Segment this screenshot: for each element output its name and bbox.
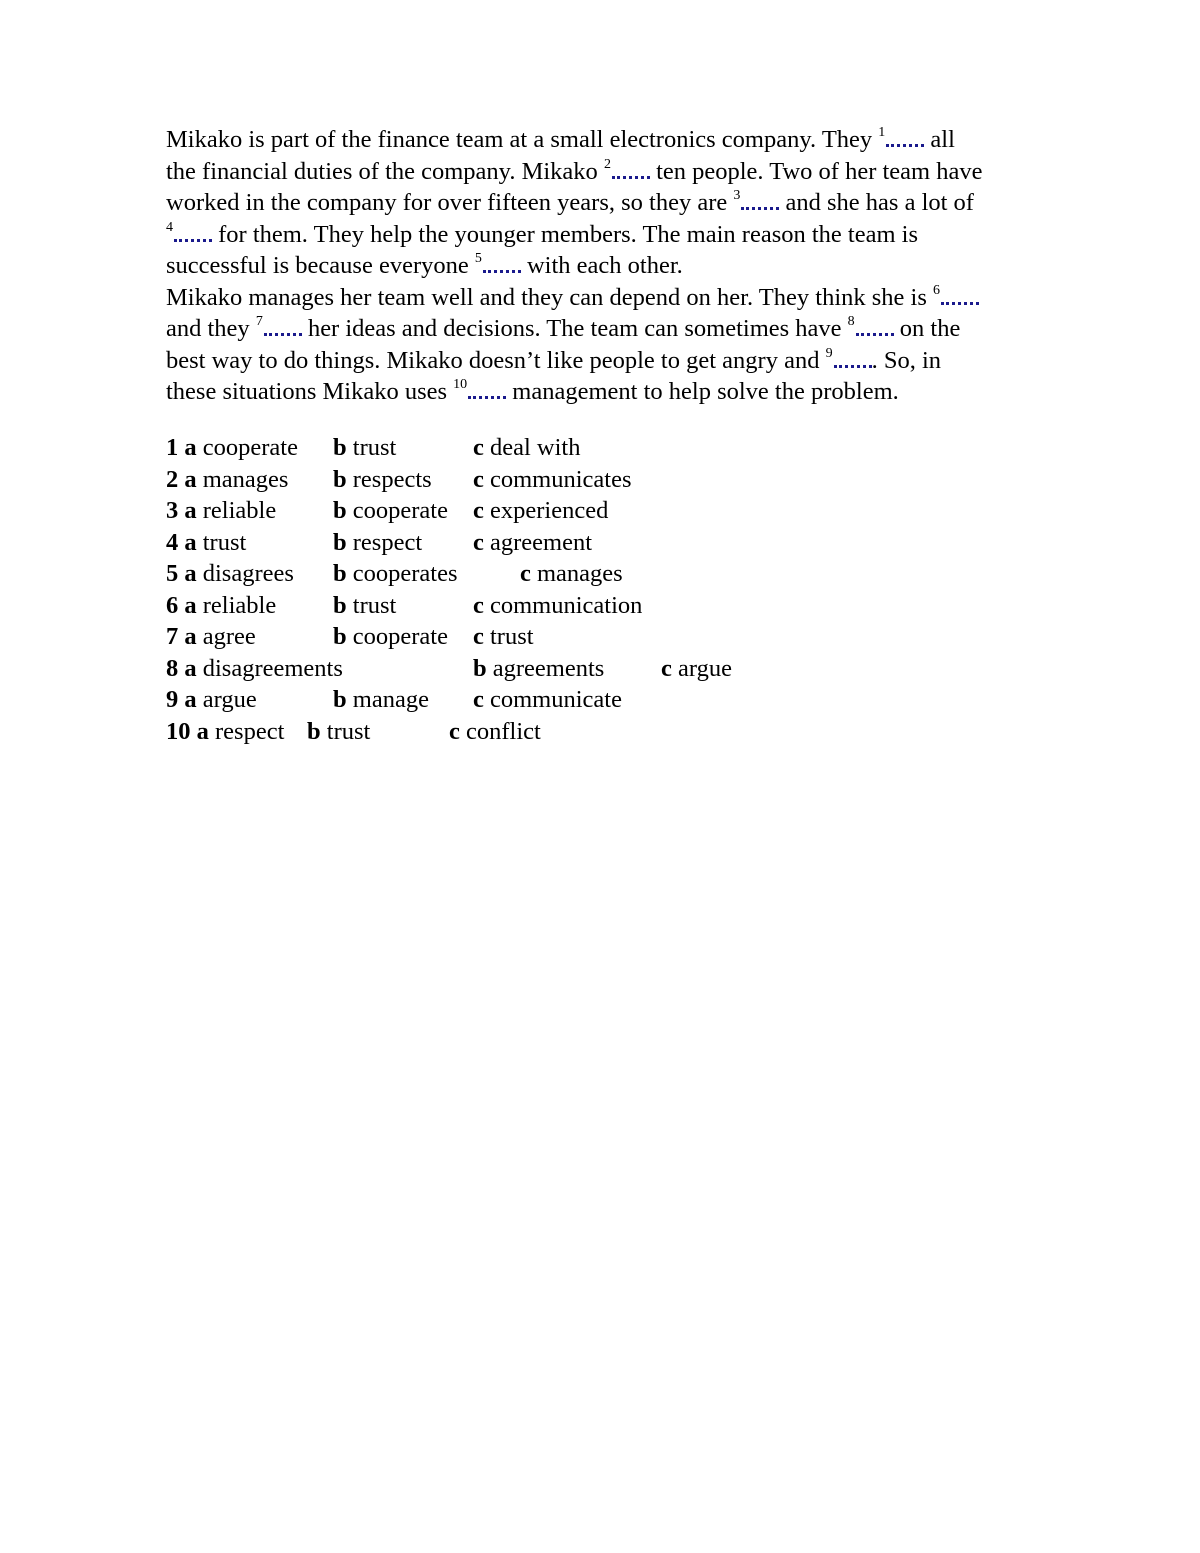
option-8-c[interactable] bbox=[661, 653, 732, 685]
option-7-b[interactable] bbox=[333, 621, 448, 653]
gap-5[interactable] bbox=[475, 252, 521, 279]
passage-text: Mikako is part of the finance team at a small electronics company. They bbox=[166, 126, 879, 153]
gap-8[interactable] bbox=[848, 315, 894, 342]
gap-4[interactable] bbox=[166, 221, 212, 248]
option-letter: a bbox=[184, 591, 197, 619]
passage-text: for them. They help the younger members. The main reason the team is bbox=[212, 220, 918, 248]
answer-options bbox=[166, 432, 866, 747]
option-letter: b bbox=[333, 465, 347, 493]
option-word: agreements bbox=[492, 654, 605, 682]
option-word: trust bbox=[202, 528, 247, 556]
blank-line[interactable] bbox=[468, 392, 506, 399]
passage-text: the financial duties of the company. Mikako bbox=[166, 157, 604, 185]
option-letter: c bbox=[473, 686, 484, 713]
option-word: reliable bbox=[202, 591, 277, 619]
passage-text: and they bbox=[166, 315, 256, 342]
option-5-a[interactable] bbox=[166, 558, 294, 590]
option-letter: c bbox=[520, 560, 531, 587]
option-row-4 bbox=[166, 527, 866, 559]
blank-line[interactable] bbox=[174, 235, 212, 242]
gap-number: 2 bbox=[603, 156, 611, 172]
option-5-b[interactable] bbox=[333, 558, 458, 590]
passage-text: on the bbox=[893, 315, 961, 342]
option-word: cooperate bbox=[202, 434, 298, 461]
option-10-b[interactable] bbox=[307, 716, 370, 748]
option-7-a[interactable] bbox=[166, 621, 256, 653]
passage-line bbox=[166, 124, 1106, 156]
passage-text: . So, in bbox=[871, 346, 942, 374]
blank-line[interactable] bbox=[612, 172, 650, 179]
option-word: reliable bbox=[202, 497, 277, 524]
option-word: experienced bbox=[490, 497, 609, 524]
gap-2[interactable] bbox=[604, 158, 650, 185]
option-letter: c bbox=[473, 528, 484, 556]
passage-text: these situations Mikako uses bbox=[166, 378, 454, 405]
question-number: 1 bbox=[166, 434, 179, 461]
option-letter: a bbox=[196, 717, 209, 745]
option-word: trust bbox=[326, 717, 371, 745]
option-word: manages bbox=[537, 560, 623, 587]
question-number: 10 bbox=[166, 717, 191, 745]
option-4-c[interactable] bbox=[473, 527, 592, 559]
option-word: trust bbox=[490, 623, 534, 650]
option-word: agreement bbox=[490, 528, 593, 556]
passage-text: her ideas and decisions. The team can sometimes have bbox=[301, 315, 848, 342]
option-word: communication bbox=[490, 591, 643, 619]
option-word: respect bbox=[215, 717, 285, 745]
passage-text: worked in the company for over fifteen years, so they are bbox=[166, 189, 734, 216]
passage-line bbox=[166, 282, 1106, 314]
gap-number: 1 bbox=[878, 125, 886, 140]
option-10-a[interactable] bbox=[166, 716, 284, 748]
passage-line bbox=[166, 250, 1106, 282]
option-row-3 bbox=[166, 495, 866, 527]
option-word: manages bbox=[202, 465, 289, 493]
option-9-a[interactable] bbox=[166, 684, 257, 716]
blank-line[interactable] bbox=[483, 266, 521, 273]
blank-line[interactable] bbox=[886, 140, 924, 147]
option-word: respect bbox=[352, 528, 423, 556]
gap-number: 10 bbox=[453, 377, 468, 392]
passage bbox=[166, 124, 1106, 408]
option-6-c[interactable] bbox=[473, 590, 642, 622]
option-letter: a bbox=[184, 465, 197, 493]
option-letter: b bbox=[333, 497, 347, 524]
option-letter: b bbox=[333, 591, 347, 619]
option-1-a[interactable] bbox=[166, 432, 298, 464]
question-number: 6 bbox=[166, 591, 179, 619]
blank-line[interactable] bbox=[834, 361, 872, 368]
option-word: deal with bbox=[490, 434, 581, 461]
blank-line[interactable] bbox=[856, 329, 894, 336]
option-3-c[interactable] bbox=[473, 495, 608, 527]
option-row-8 bbox=[166, 653, 866, 685]
gap-number: 7 bbox=[255, 314, 263, 329]
gap-number: 5 bbox=[474, 251, 482, 266]
question-number: 7 bbox=[166, 623, 179, 650]
passage-text: Mikako manages her team well and they can depend on her. They think she is bbox=[166, 283, 934, 311]
option-10-c[interactable] bbox=[449, 716, 541, 748]
option-2-a[interactable] bbox=[166, 464, 288, 496]
option-letter: c bbox=[661, 654, 672, 682]
option-letter: b bbox=[333, 434, 347, 461]
passage-text: with each other. bbox=[520, 252, 683, 279]
option-row-6 bbox=[166, 590, 866, 622]
option-letter: c bbox=[473, 434, 484, 461]
option-letter: a bbox=[184, 623, 197, 650]
option-row-2 bbox=[166, 464, 866, 496]
option-2-c[interactable] bbox=[473, 464, 632, 496]
gap-number: 3 bbox=[733, 188, 741, 203]
gap-6[interactable] bbox=[933, 284, 979, 311]
option-word: cooperate bbox=[352, 623, 448, 650]
option-word: manage bbox=[352, 686, 429, 713]
option-8-a[interactable] bbox=[166, 653, 343, 685]
gap-9[interactable] bbox=[826, 347, 872, 374]
passage-line bbox=[166, 219, 1106, 251]
passage-text: ten people. Two of her team have bbox=[649, 157, 983, 185]
option-letter: b bbox=[473, 654, 487, 682]
passage-line bbox=[166, 345, 1106, 377]
gap-number: 4 bbox=[166, 219, 173, 235]
option-letter: a bbox=[184, 434, 197, 461]
option-letter: b bbox=[307, 717, 321, 745]
option-letter: b bbox=[333, 560, 347, 587]
option-9-c[interactable] bbox=[473, 684, 622, 716]
option-word: respects bbox=[352, 465, 432, 493]
passage-text: management to help solve the problem. bbox=[506, 378, 899, 405]
option-letter: c bbox=[473, 591, 484, 619]
option-letter: a bbox=[184, 560, 197, 587]
option-4-b[interactable] bbox=[333, 527, 422, 559]
option-word: communicates bbox=[490, 465, 632, 493]
option-letter: a bbox=[184, 528, 197, 556]
option-letter: a bbox=[184, 497, 197, 524]
option-3-a[interactable] bbox=[166, 495, 276, 527]
gap-number: 8 bbox=[847, 314, 855, 329]
passage-line bbox=[166, 313, 1106, 345]
gap-number: 9 bbox=[825, 345, 833, 361]
option-row-10 bbox=[166, 716, 866, 748]
option-word: cooperate bbox=[352, 497, 448, 524]
option-9-b[interactable] bbox=[333, 684, 429, 716]
gap-3[interactable] bbox=[733, 189, 779, 216]
gap-10[interactable] bbox=[453, 378, 506, 405]
option-letter: b bbox=[333, 528, 347, 556]
option-word: conflict bbox=[466, 717, 541, 745]
passage-line bbox=[166, 376, 1106, 408]
option-letter: c bbox=[473, 465, 484, 493]
option-letter: c bbox=[473, 623, 484, 650]
question-number: 3 bbox=[166, 497, 179, 524]
option-word: agree bbox=[202, 623, 256, 650]
option-word: argue bbox=[678, 654, 732, 682]
option-word: communicate bbox=[490, 686, 622, 713]
question-number: 2 bbox=[166, 465, 179, 493]
option-2-b[interactable] bbox=[333, 464, 432, 496]
option-letter: b bbox=[333, 623, 347, 650]
option-row-1 bbox=[166, 432, 866, 464]
gap-1[interactable] bbox=[878, 126, 924, 153]
option-letter: c bbox=[473, 497, 484, 524]
option-word: disagrees bbox=[202, 560, 294, 587]
option-letter: a bbox=[184, 686, 197, 713]
option-4-a[interactable] bbox=[166, 527, 246, 559]
question-number: 8 bbox=[166, 654, 179, 682]
passage-text: successful is because everyone bbox=[166, 252, 475, 279]
passage-line bbox=[166, 187, 1106, 219]
option-word: trust bbox=[352, 434, 397, 461]
option-6-a[interactable] bbox=[166, 590, 276, 622]
gap-number: 6 bbox=[933, 282, 941, 298]
option-word: argue bbox=[202, 686, 257, 713]
option-word: disagreements bbox=[202, 654, 343, 682]
option-5-c[interactable] bbox=[520, 558, 623, 590]
option-word: cooperates bbox=[352, 560, 458, 587]
blank-line[interactable] bbox=[264, 329, 302, 336]
passage-text: best way to do things. Mikako doesn’t like people to get angry and bbox=[166, 346, 826, 374]
option-row-5 bbox=[166, 558, 866, 590]
option-letter: a bbox=[184, 654, 197, 682]
option-6-b[interactable] bbox=[333, 590, 396, 622]
option-letter: b bbox=[333, 686, 347, 713]
question-number: 9 bbox=[166, 686, 179, 713]
option-1-b[interactable] bbox=[333, 432, 396, 464]
option-8-b[interactable] bbox=[473, 653, 604, 685]
option-3-b[interactable] bbox=[333, 495, 448, 527]
option-1-c[interactable] bbox=[473, 432, 581, 464]
gap-7[interactable] bbox=[256, 315, 302, 342]
option-word: trust bbox=[352, 591, 397, 619]
passage-text: and she has a lot of bbox=[779, 189, 974, 216]
option-letter: c bbox=[449, 717, 460, 745]
option-row-7 bbox=[166, 621, 866, 653]
blank-line[interactable] bbox=[941, 298, 979, 305]
passage-text: all bbox=[924, 126, 955, 153]
passage-line bbox=[166, 156, 1106, 188]
question-number: 5 bbox=[166, 560, 179, 587]
blank-line[interactable] bbox=[741, 203, 779, 210]
option-row-9 bbox=[166, 684, 866, 716]
question-number: 4 bbox=[166, 528, 179, 556]
option-7-c[interactable] bbox=[473, 621, 534, 653]
